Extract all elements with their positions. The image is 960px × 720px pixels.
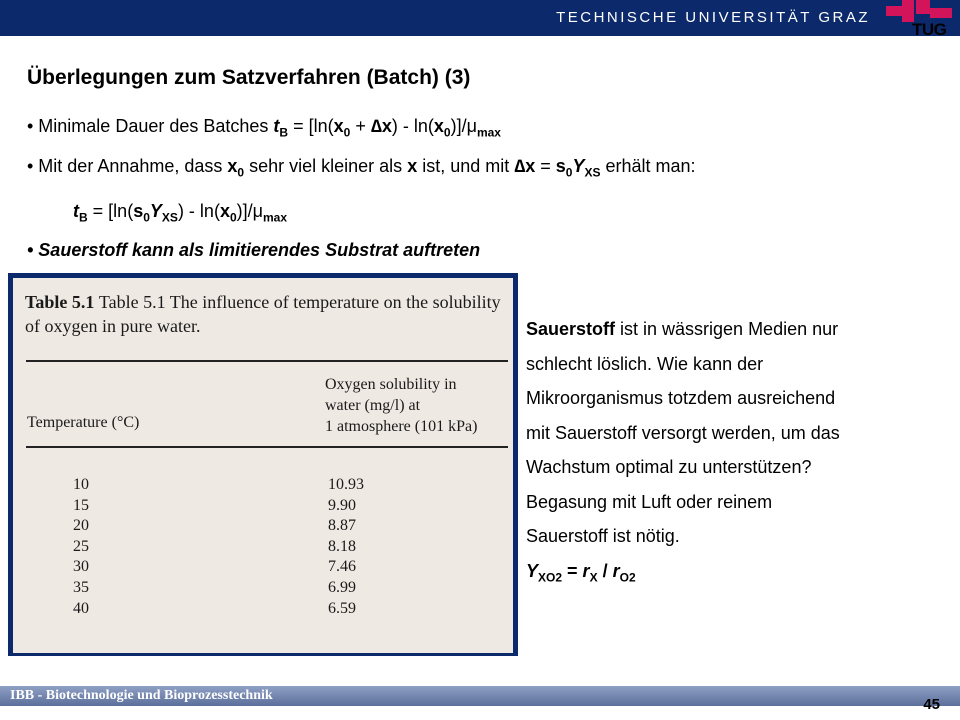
table-cell-solubility: 7.46: [328, 558, 356, 576]
header-divider: [0, 36, 960, 39]
table-cell-solubility: 8.18: [328, 537, 356, 555]
side-line-2: schlecht löslich. Wie kann der: [526, 353, 764, 374]
side-line-6: Begasung mit Luft oder reinem: [526, 491, 773, 512]
table-cell-temperature: 15: [73, 496, 89, 514]
side-line-4: mit Sauerstoff versorgt werden, um das: [526, 422, 840, 443]
table-caption: Table 5.1 Table 5.1 The influence of temperature on the solubility: [25, 292, 501, 312]
side-line-1: Sauerstoff ist in wässrigen Medien nur: [526, 319, 839, 339]
table-cell-temperature: 25: [73, 537, 89, 555]
bullet-assumption: • Mit der Annahme, dass $x_0$ sehr viel kleiner als x ist, und mit $\Delta x = s_0Y_{XS}$ erhält man:: [27, 156, 696, 180]
table-caption-line2: of oxygen in pure water.: [25, 316, 201, 336]
page-number: 45: [923, 696, 940, 713]
table-cell-temperature: 40: [73, 599, 89, 617]
side-line-7: Sauerstoff ist nötig.: [526, 526, 680, 546]
table-cell-temperature: 10: [73, 476, 89, 493]
table-header-rule: [26, 446, 508, 448]
solubility-column: [328, 475, 364, 619]
side-line-3: Mikroorganismus totzdem ausreichend: [526, 388, 836, 408]
scanned-page: [13, 278, 513, 653]
logo-text: TUG: [912, 20, 947, 39]
temperature-column: [73, 475, 89, 619]
bullet-oxygen-limiting: • Sauerstoff kann als limitierendes Substrat auftreten: [27, 240, 481, 260]
table-cell-solubility: 6.99: [328, 578, 356, 596]
yield-formula: $Y_{XO2} = r_X / r_{O2}$: [526, 560, 636, 585]
side-line-5: Wachstum optimal zu unterstützen?: [526, 457, 812, 477]
table-cell-solubility: 9.90: [328, 496, 356, 514]
footer-bottom: [0, 706, 960, 720]
footer-institute: IBB - Biotechnologie und Bioprozesstechnik: [10, 688, 273, 703]
table-top-rule: [26, 360, 508, 362]
table-cell-solubility: 6.59: [328, 599, 356, 617]
slide-title: Überlegungen zum Satzverfahren (Batch) (3): [27, 66, 471, 89]
table-cell-solubility: 10.93: [328, 476, 364, 493]
bullet-min-duration: • Minimale Dauer des Batches $t_B = [\ln(x_0 + \Delta x) - \ln(x_0)]/\mu_{max}$: [27, 116, 501, 140]
table-cell-temperature: 35: [73, 578, 89, 596]
formula-batch-time: $t_B = [\ln(s_0Y_{XS}) - \ln(x_0)]/\mu_{max}$: [73, 201, 288, 225]
university-name: TECHNISCHE UNIVERSITÄT GRAZ: [556, 9, 870, 26]
side-explanation: [526, 312, 946, 595]
table-cell-solubility: 8.87: [328, 517, 356, 535]
table-cell-temperature: 20: [73, 517, 89, 535]
col-header-solubility: Oxygen solubility in water (mg/l) at 1 atmosphere (101 kPa): [325, 376, 478, 435]
col-header-temperature: Temperature (°C): [27, 414, 140, 431]
table-cell-temperature: 30: [73, 558, 89, 576]
scanned-table-image: [8, 273, 518, 656]
